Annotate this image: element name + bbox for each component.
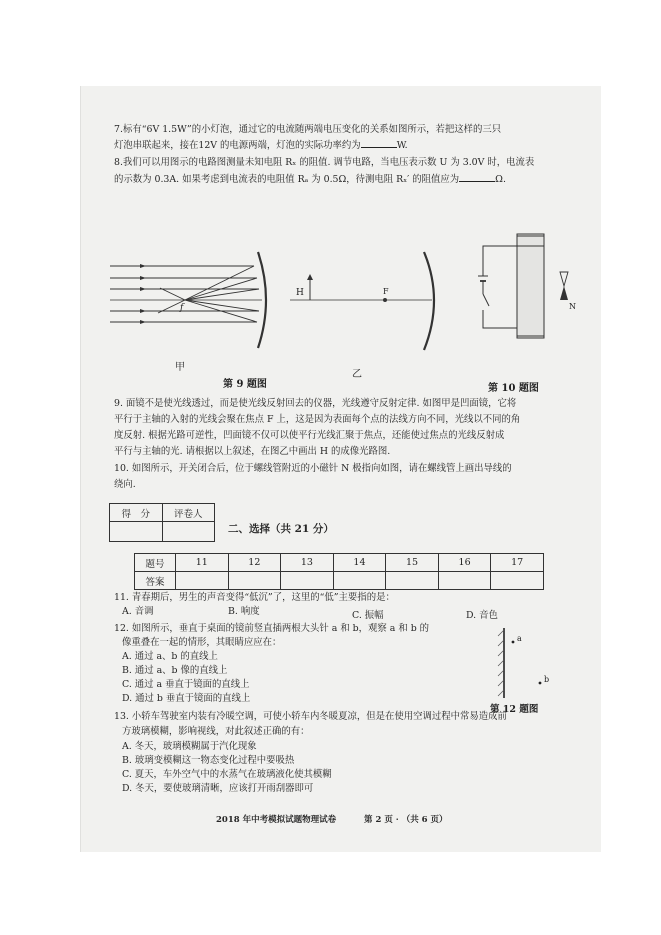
q10-line1: 10. 如图所示，开关闭合后，位于螺线管附近的小磁针 N 极指向如图，请在螺线管上画出导线的: [114, 463, 512, 474]
footer-page-number: 第 2 页 · （共 6 页）: [364, 815, 448, 825]
pin-a-label: a: [517, 634, 522, 643]
q8-line1: 8.我们可以用图示的电路图测量未知电阻 Rₓ 的阻值. 调节电路，当电压表示数 U 为 3.0V 时，电流表: [114, 157, 535, 168]
grader-header: 评卷人: [162, 504, 215, 522]
q12-option-d: D. 通过 b 垂直于镜面的直线上: [122, 693, 251, 704]
q11-stem: 11. 青春期后，男生的声音变得“低沉”了，这里的“低”主要指的是：: [114, 592, 395, 603]
focal-length-label: f: [180, 303, 184, 313]
q12-option-c: C. 通过 a 垂直于镜面的直线上: [122, 679, 250, 690]
focus-label: F: [383, 287, 389, 296]
question-number: 11: [176, 554, 229, 572]
figure-9-caption: 第 9 题图: [223, 379, 267, 390]
pin-b-label: b: [544, 675, 550, 684]
figure-jia-caption: 甲: [175, 362, 185, 373]
q9-line2: 平行于主轴的入射的光线会聚在焦点 F 上，这是因为表面每个点的法线方向不同，光线以不同的角: [114, 414, 521, 425]
q8-line2-text: 的示数为 0.3A. 如果考虑到电流表的电阻值 Rₐ 为 0.5Ω，待测电阻 Rₓ′ 的阻值应为: [114, 174, 460, 185]
q13-stem-line2: 方玻璃模糊，影响视线，对此叙述正确的有：: [122, 726, 310, 737]
q12-option-a: A. 通过 a、b 的直线上: [122, 651, 218, 662]
q13-option-a: A. 冬天，玻璃模糊属于汽化现象: [122, 741, 257, 752]
q7-line1: 7.标有“6V 1.5W”的小灯泡，通过它的电流随两端电压变化的关系如图所示，若把这样的三只: [114, 124, 502, 135]
answer-header: 答案: [135, 572, 176, 590]
q8-unit: Ω.: [495, 174, 506, 185]
q9-line4: 平行与主轴的光. 请根据以上叙述，在图乙中画出 H 的成像光路图.: [114, 446, 391, 457]
q9-line3: 度反射. 根据光路可逆性，凹面镜不仅可以使平行光线汇聚于焦点，还能使过焦点的光线反射成: [114, 430, 505, 441]
question-number: 16: [438, 554, 491, 572]
figure-10-caption: 第 10 题图: [488, 383, 539, 394]
score-header: 得 分: [110, 504, 163, 522]
q12-stem-line2: 像重叠在一起的情形，其眼睛应应在：: [122, 637, 282, 648]
q13-option-d: D. 冬天，要使玻璃清晰，应该打开雨刮器即可: [122, 783, 314, 794]
question-number: 12: [228, 554, 281, 572]
question-number: 17: [491, 554, 544, 572]
question-number-header: 题号: [135, 554, 176, 572]
q10-line2: 绕向.: [114, 479, 136, 490]
q13-stem-line1: 13. 小轿车驾驶室内装有冷暖空调，可使小轿车内冬暖夏凉，但是在使用空调过程中常易造成前: [114, 711, 507, 722]
q7-unit: W.: [396, 140, 408, 151]
question-number: 14: [333, 554, 386, 572]
q13-option-c: C. 夏天，车外空气中的水蒸气在玻璃液化使其模糊: [122, 769, 332, 780]
q11-option-c: C. 振幅: [352, 610, 384, 621]
q13-option-b: B. 玻璃变模糊这一物态变化过程中要吸热: [122, 755, 295, 766]
figure-12-caption: 第 12 题图: [490, 704, 539, 715]
q12-option-b: B. 通过 a、b 像的直线上: [122, 665, 228, 676]
q11-option-a: A. 音调: [122, 606, 154, 617]
footer-title: 2018 年中考模拟试题物理试卷: [216, 815, 337, 825]
q9-line1: 9. 面镜不是使光线透过，而是使光线反射回去的仪器，光线遵守反射定律. 如图甲是凹面镜，它将: [114, 398, 517, 409]
compass-n-label: N: [569, 302, 576, 311]
q11-option-d: D. 音色: [466, 610, 498, 621]
object-h-label: H: [296, 288, 304, 298]
q7-line2-text: 灯泡串联起来，接在12V 的电源两端，灯泡的实际功率约为: [114, 140, 361, 151]
figure-yi-caption: 乙: [352, 369, 362, 380]
section-2-heading: 二、选择（共 21 分）: [228, 523, 334, 535]
q11-option-b: B. 响度: [228, 606, 260, 617]
q12-stem-line1: 12. 如图所示，垂直于桌面的镜前竖直插两根大头针 a 和 b，观察 a 和 b 的: [114, 623, 430, 634]
question-number: 13: [281, 554, 334, 572]
question-number: 15: [386, 554, 439, 572]
